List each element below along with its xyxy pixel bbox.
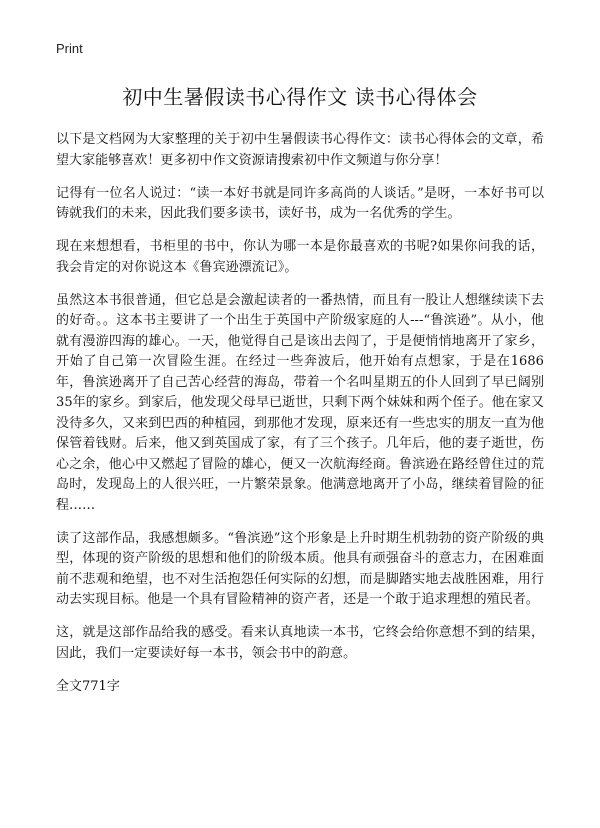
paragraph-quote: 记得有一位名人说过：“读一本好书就是同许多高尚的人谈话。”是呀，一本好书可以铸就我们的未来，因此我们要多读书，读好书，成为一名优秀的学生。 (56, 185, 544, 221)
paragraph-story-summary: 虽然这本书很普通，但它总是会激起读者的一番热情，而且有一股让人想继续读下去的好奇。。这本书主要讲了一个出生于英国中产阶级家庭的人---“鲁滨逊”。从小，他就有漫游四海的雄心。一天，他觉得自己是该出去闯了，于是便悄悄地离开了家乡，开始了自己第一次冒险生涯。在经过一些奔波后，他开始有点想家，于是在1686年，鲁滨逊离开了自己苦心经营的海岛，带着一个名叫星期五的仆人回到了早已阔别35年的家乡。到家后，他发现父母早已逝世，只剩下两个妹妹和两个侄子。他在家又没待多久，又来到巴西的种植园，到那他才发现，原来还有一些忠实的朋友一直为他保管着钱财。后来，他又到英国成了家，有了三个孩子。几年后，他的妻子逝世，伤心之余，他心中又燃起了冒险的雄心，便又一次航海经商。鲁滨逊在路经曾住过的荒岛时，发现岛上的人很兴旺，一片繁荣景象。他满意地离开了小岛，继续着冒险的征程…… (56, 292, 544, 513)
paragraph-reflection: 读了这部作品，我感想颇多。“鲁滨逊”这个形象是上升时期生机勃勃的资产阶级的典型，体现的资产阶级的思想和他们的阶级本质。他具有顽强奋斗的意志力，在困难面前不悲观和绝望，也不对生活抱怨任何实际的幻想，而是脚踏实地去战胜困难，用行动去实现目标。他是一个具有冒险精神的资产者，还是一个敢于追求理想的殖民者。 (56, 530, 544, 607)
document-title: 初中生暑假读书心得作文 读书心得体会 (122, 85, 478, 109)
paragraph-conclusion: 这，就是这部作品给我的感受。看来认真地读一本书，它终会给你意想不到的结果，因此，我们一定要读好每一本书，领会书中的韵意。 (56, 625, 544, 661)
paragraph-intro: 以下是文档网为大家整理的关于初中生暑假读书心得作文：读书心得体会的文章，希望大家能够喜欢！更多初中作文资源请搜索初中作文频道与你分享！ (56, 132, 544, 168)
print-link[interactable]: Print (56, 41, 83, 56)
word-count: 全文771字 (56, 678, 120, 694)
document-body (56, 130, 544, 664)
paragraph-favorite-book: 现在来想想看，书柜里的书中，你认为哪一本是你最喜欢的书呢?如果你问我的话，我会肯定的对你说这本《鲁宾逊漂流记》。 (56, 239, 544, 275)
